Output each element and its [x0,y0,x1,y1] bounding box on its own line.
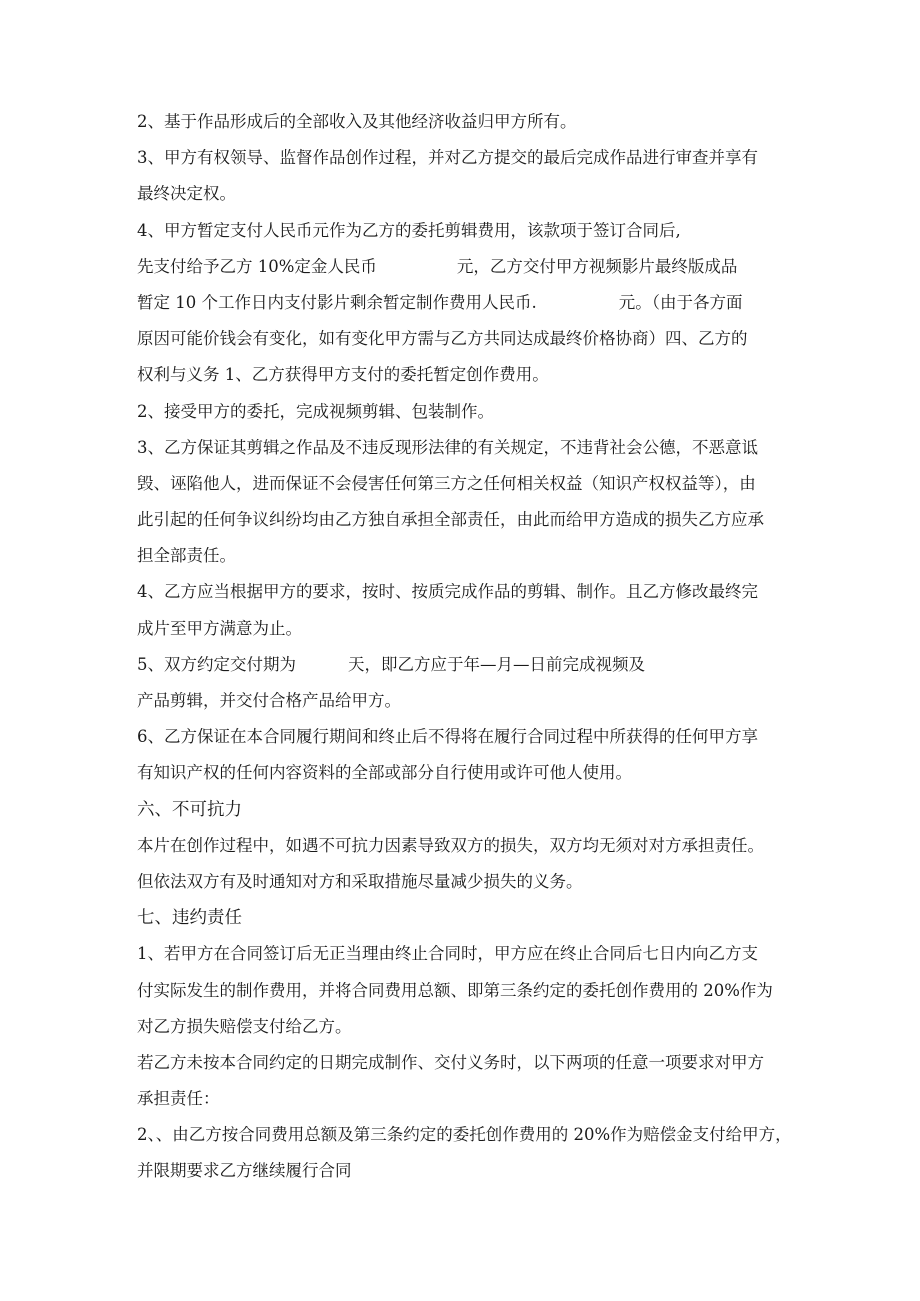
section-7-clause-2-cont: 并限期要求乙方继续履行合同 [137,1161,352,1181]
section-4-clause-2: 2、接受甲方的委托，完成视频剪辑、包装制作。 [137,401,494,421]
section-6-body: 本片在创作过程中，如遇不可抗力因素导致双方的损失，双方均无须对对方承担责任。 [137,835,764,855]
section-4-clause-3-cont: 担全部责任。 [137,546,236,566]
section-6-heading: 六、不可抗力 [137,799,242,820]
clause-4-deposit: 先支付给予乙方 10%定金人民币 元，乙方交付甲方视频影片最终版成品 [137,256,738,276]
section-4-clause-6: 6、乙方保证在本合同履行期间和终止后不得将在履行合同过程中所获得的任何甲方享 [137,727,758,747]
clause-4-remaining: 暂定 10 个工作日内支付影片剩余暂定制作费用人民币. 元。（由于各方面 [137,292,743,312]
section-4-clause-4: 4、乙方应当根据甲方的要求，按时、按质完成作品的剪辑、制作。且乙方修改最终完 [137,582,758,602]
section-7-heading: 七、违约责任 [137,908,242,929]
section-7-breach-intro: 若乙方未按本合同约定的日期完成制作、交付义务时，以下两项的任意一项要求对甲方 [137,1052,764,1072]
section-7-clause-1-cont: 付实际发生的制作费用，并将合同费用总额、即第三条约定的委托创作费用的 20%作为 [137,980,773,1000]
section-4-clause-5-cont: 产品剪辑，并交付合格产品给甲方。 [137,691,401,710]
clause-4-payment: 4、甲方暂定支付人民币元作为乙方的委托剪辑费用，该款项于签订合同后, [137,220,681,240]
section-7-breach-intro-cont: 承担责任： [137,1089,220,1109]
clause-2-income: 2、基于作品形成后的全部收入及其他经济收益归甲方所有。 [137,112,577,131]
section-4-clause-3-cont: 此引起的任何争议纠纷均由乙方独自承担全部责任，由此而给甲方造成的损失乙方应承 [137,510,764,530]
section-7-clause-1-cont: 对乙方损失赔偿支付给乙方。 [137,1016,352,1036]
clause-3-supervision-cont: 最终决定权。 [137,184,236,204]
document-page [137,104,797,1190]
section-4-clause-4-cont: 成片至甲方满意为止。 [137,618,302,638]
section-4-clause-5: 5、双方约定交付期为 天，即乙方应于年—月—日前完成视频及 [137,654,645,674]
section-4-clause-3-cont: 毁、诬陷他人，进而保证不会侵害任何第三方之任何相关权益（知识产权权益等），由 [137,473,756,493]
section-7-clause-1: 1、若甲方在合同签订后无正当理由终止合同时，甲方应在终止合同后七日内向乙方支 [137,944,758,964]
section-4-clause-3: 3、乙方保证其剪辑之作品及不违反现形法律的有关规定，不违背社会公德，不恶意诋 [137,437,758,457]
section-7-clause-2: 2、、由乙方按合同费用总额及第三条约定的委托创作费用的 20%作为赔偿金支付给甲方， [137,1125,792,1145]
section-4-clause-6-cont: 有知识产权的任何内容资料的全部或部分自行使用或许可他人使用。 [137,763,632,783]
section-6-body-cont: 但依法双方有及时通知对方和采取措施尽量减少损失的义务。 [137,871,583,891]
clause-4-note: 原因可能价钱会有变化，如有变化甲方需与乙方共同达成最终价格协商）四、乙方的 [137,329,748,349]
section-4-clause-1: 权利与义务 1、乙方获得甲方支付的委托暂定创作费用。 [137,365,549,385]
clause-3-supervision: 3、甲方有权领导、监督作品创作过程，并对乙方提交的最后完成作品进行审查并享有 [137,148,758,168]
